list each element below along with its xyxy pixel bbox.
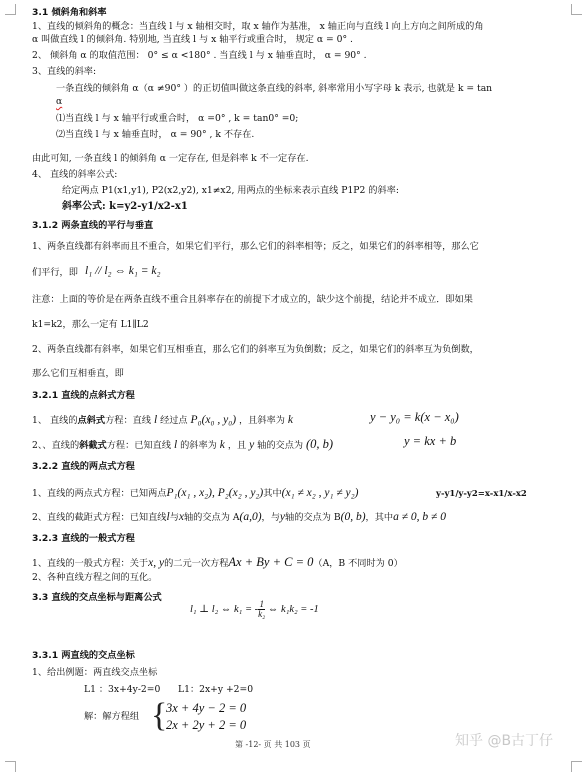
line-l1: L1 ：3x+4y-2=0 [84, 684, 161, 695]
section-3-3-1-title: 3.3.1 两直线的交点坐标 [32, 650, 135, 661]
watermark: 知乎 @B古丁仔 [455, 733, 554, 749]
s312-p1b: 们平行，即 [32, 267, 78, 278]
s31-p1b: α 叫做直线 l 的倾斜角. 特别地, 当直线 l 与 x 轴平行或重合时， 规定 α = 0° . [32, 34, 353, 45]
s321-line1: 1、 直线的点斜式方程：直线 l 经过点 P₀(x₀ , y₀) ，且斜率为 k [32, 414, 293, 426]
fraction-1-over-k2: $\frac{1}{\text{k₂}}$ [258, 599, 266, 619]
s322-line2: 2、直线的截距式方程：已知直线l与x轴的交点为 A(a,0)，与y轴的交点为 B(0, b)，其中a ≠ 0, b ≠ 0 [32, 511, 446, 523]
s31-p4: 4、 直线的斜率公式: [32, 169, 118, 180]
solution-label: 解：解方程组 [84, 711, 140, 722]
s321-line2: 2、、直线的斜截式方程：已知直线 l 的斜率为 k ，且 y 轴的交点为 (0, b) [32, 437, 334, 451]
section-3-2-3-title: 3.2.3 直线的一般式方程 [32, 533, 135, 544]
slope-formula: 斜率公式: k=y2-y1/x2-x1 [62, 201, 188, 212]
point-slope-equation: y − y₀ = k(x − x₀) [370, 410, 459, 424]
s331-p1: 1、给出例题：两直线交点坐标 [32, 667, 158, 678]
s31-p3: 3、直线的斜率: [32, 66, 97, 77]
page-footer: 第 -12- 页 共 103 页 [235, 740, 311, 749]
section-3-2-2-title: 3.2.2 直线的两点式方程 [32, 461, 135, 472]
s323-p2: 2、各种直线方程之间的互化。 [32, 572, 158, 583]
crop-mark-bottom-right [571, 761, 582, 772]
s312-noteb: k1=k2，那么一定有 L1∥L2 [32, 319, 149, 330]
s31-p3d: 由此可知, 一条直线 l 的倾斜角 α 一定存在, 但是斜率 k 不一定存在. [32, 153, 309, 164]
s31-p1: 1、直线的倾斜角的概念：当直线 l 与 x 轴相交时，取 x 轴作为基准， x 轴正向与直线 l 向上方向之间所成的角 [32, 21, 484, 32]
s31-p2: 2、 倾斜角 α 的取值范围： 0° ≤ α <180° . 当直线 l 与 x 轴垂直时， α = 90° . [32, 50, 367, 61]
crop-mark-bottom-left [5, 761, 16, 772]
s312-p2: 2、两条直线都有斜率，如果它们互相垂直，那么它们的斜率互为负倒数；反之，如果它们的斜率互为负倒数， [32, 344, 479, 355]
s322-line1: 1、直线的两点式方程：已知两点P₁(x₁ , x₂), P₂(x₂ , y₂)其中(x₁ ≠ x₂ , y₁ ≠ y₂) [32, 487, 359, 499]
s31-p3c: ⑵当直线 l 与 x 轴垂直时， α = 90° , k 不存在. [56, 129, 255, 140]
crop-mark-top-right [571, 4, 582, 15]
s312-p1: 1、两条直线都有斜率而且不重合，如果它们平行，那么它们的斜率相等；反之，如果它们的斜率相等，那么它 [32, 241, 479, 252]
s31-p3a-tail: α [56, 96, 63, 107]
parallel-condition: l₁ // l₂ ⇔ k₁ = k₂ [85, 265, 161, 277]
s31-p4a: 给定两点 P1(x1,y1), P2(x2,y2), x1≠x2, 用两点的坐标来表示直线 P1P2 的斜率: [62, 185, 399, 196]
s312-note: 注意：上面的等价是在两条直线不重合且斜率存在的前提下才成立的，缺少这个前提，结论并不成立．即如果 [32, 294, 473, 305]
section-3-1-title: 3.1 倾斜角和斜率 [32, 7, 107, 18]
system-brace: { [151, 697, 168, 734]
s31-p3a: 一条直线的倾斜角 α（α ≠90° ）的正切值叫做这条直线的斜率, 斜率常用小写字母 k 表示, 也就是 k = tan [56, 83, 493, 94]
section-3-1-2-title: 3.1.2 两条直线的平行与垂直 [32, 220, 154, 231]
system-eq-1: 3x + 4y − 2 = 0 [166, 701, 247, 715]
two-point-equation: y-y1/y-y2=x-x1/x-x2 [436, 489, 527, 499]
system-eq-2: 2x + 2y + 2 = 0 [166, 718, 247, 732]
s312-p2b: 那么它们互相垂直，即 [32, 368, 124, 379]
section-3-2-1-title: 3.2.1 直线的点斜式方程 [32, 390, 135, 401]
line-l2: L1：2x+y +2=0 [178, 684, 254, 695]
section-3-3-title: 3.3 直线的交点坐标与距离公式 [32, 592, 162, 603]
crop-mark-top-left [5, 4, 16, 15]
slope-intercept-equation: y = kx + b [404, 434, 457, 448]
s323-line1: 1、直线的一般式方程：关于x, y的二元一次方程Ax + By + C = 0（A，B 不同时为 0） [32, 555, 403, 569]
s31-p3b: ⑴当直线 l 与 x 轴平行或重合时， α =0° , k = tan0° =0; [56, 113, 299, 124]
perpendicular-condition: l₁ ⊥ l₂ ⇔ k₁ = - $\frac{1}{\text{k₂}}$ ⇔ k₁k₂ = -1 [190, 599, 319, 619]
